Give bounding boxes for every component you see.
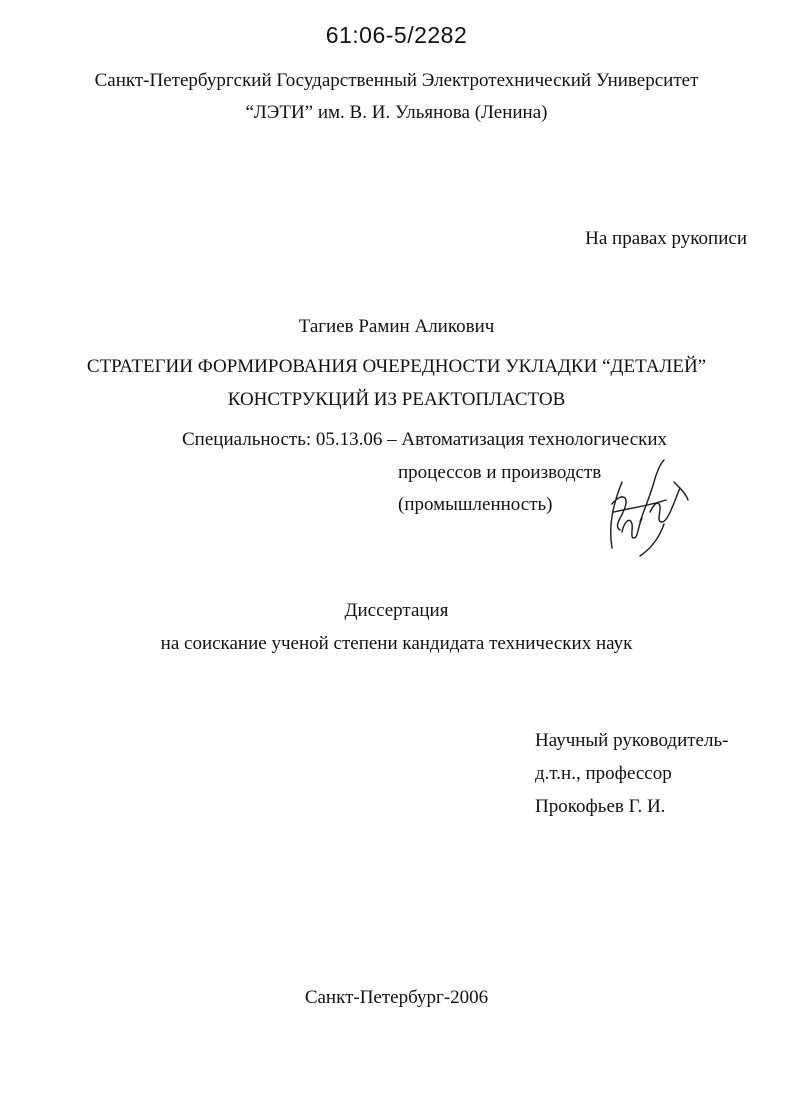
specialty-line3: (промышленность)	[398, 494, 553, 515]
city-year: Санкт-Петербург-2006	[304, 987, 489, 1008]
university-name-line2: “ЛЭТИ” им. В. И. Ульянова (Ленина)	[245, 102, 548, 123]
rights-note: На правах рукописи	[585, 228, 747, 249]
dissertation-label: Диссертация	[344, 600, 449, 621]
author-name: Тагиев Рамин Аликович	[298, 316, 495, 337]
signature-icon	[600, 452, 692, 560]
specialty-line1: Специальность: 05.13.06 – Автоматизация технологических	[182, 429, 668, 450]
thesis-title-line1: СТРАТЕГИИ ФОРМИРОВАНИЯ ОЧЕРЕДНОСТИ УКЛАДКИ “ДЕТАЛЕЙ”	[86, 356, 707, 377]
university-name: Санкт-Петербургский Государственный Электротехнический Университет	[94, 70, 699, 91]
catalog-number: 61:06-5/2282	[325, 22, 468, 48]
specialty-line2: процессов и производств	[398, 462, 602, 483]
thesis-title-line2: КОНСТРУКЦИЙ ИЗ РЕАКТОПЛАСТОВ	[227, 389, 566, 410]
supervisor-degree: д.т.н., профессор	[535, 763, 672, 784]
supervisor-name: Прокофьев Г. И.	[535, 796, 666, 817]
supervisor-label: Научный руководитель-	[535, 730, 729, 751]
dissertation-degree: на соискание ученой степени кандидата технических наук	[160, 633, 633, 654]
